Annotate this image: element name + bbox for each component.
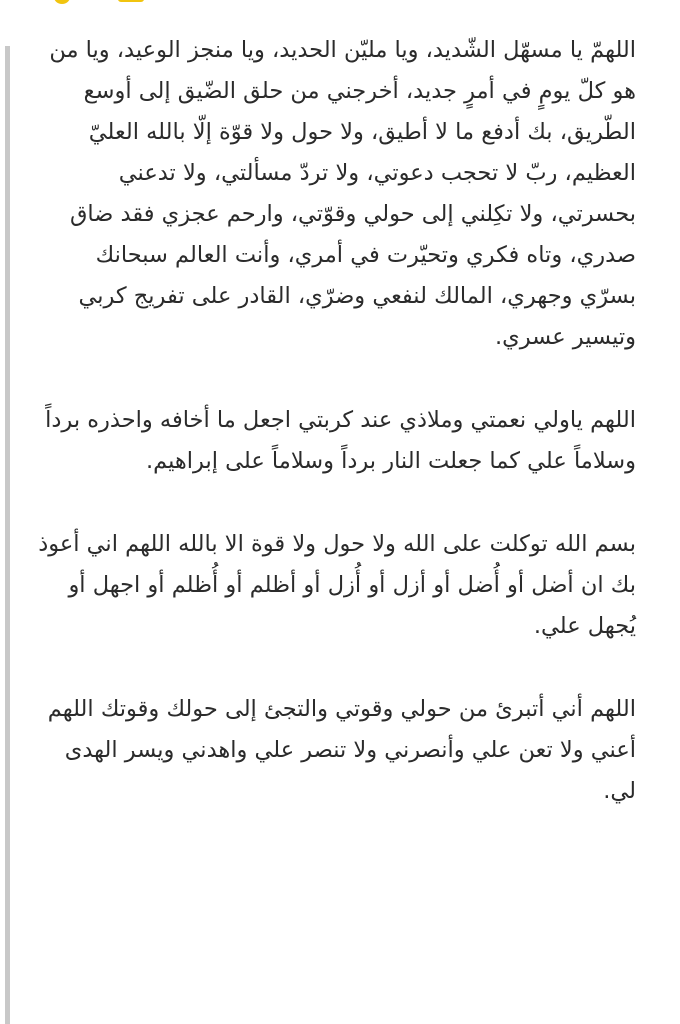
prayer-paragraph-4: اللهم أني أتبرئ من حولي وقوتي والتجئ إلى حولك وقوتك اللهم أعني ولا تعن علي وأنصرني ولا تنصر علي واهدني ويسر الهدى لي. [47, 696, 636, 804]
prayer-paragraph-3: بسم الله توكلت على الله ولا حول ولا قوة الا بالله اللهم اني أعوذ بك ان أضل أو أُضل أو أزل أو أُزل أو أظلم أو أُظلم أو اجهل أو يُجهل علي. [38, 531, 636, 639]
top-decoration-icon [54, 0, 70, 4]
top-decoration-bar [118, 0, 144, 2]
prayer-paragraph-1: اللهمّ يا مسهّل الشّديد، ويا مليّن الحديد، ويا منجز الوعيد، ويا من هو كلّ يومٍ في أمرٍ جديد، أخرجني من حلق الضّيق إلى أوسع الطّريق، بك أدفع ما لا أطيق، ولا حول ولا قوّة إلّا بالله العليّ العظيم، ربّ لا تحجب دعوتي، ولا تردّ مسألتي، ولا تدعني بحسرتي، ولا تكِلني إلى حولي وقوّتي، وارحم عجزي فقد ضاق صدري، وتاه فكري وتحيّرت في أمري، وأنت العالم سبحانك بسرّي وجهري، المالك لنفعي وضرّي، القادر على تفريج كربي وتيسير عسري. [49, 37, 636, 350]
prayer-paragraph-2: اللهم ياولي نعمتي وملاذي عند كربتي اجعل ما أخافه واحذره برداً وسلاماً علي كما جعلت النار برداً وسلاماً على إبراهيم. [45, 407, 636, 474]
prayer-text-block [36, 30, 636, 854]
blockquote-border [5, 46, 10, 1024]
